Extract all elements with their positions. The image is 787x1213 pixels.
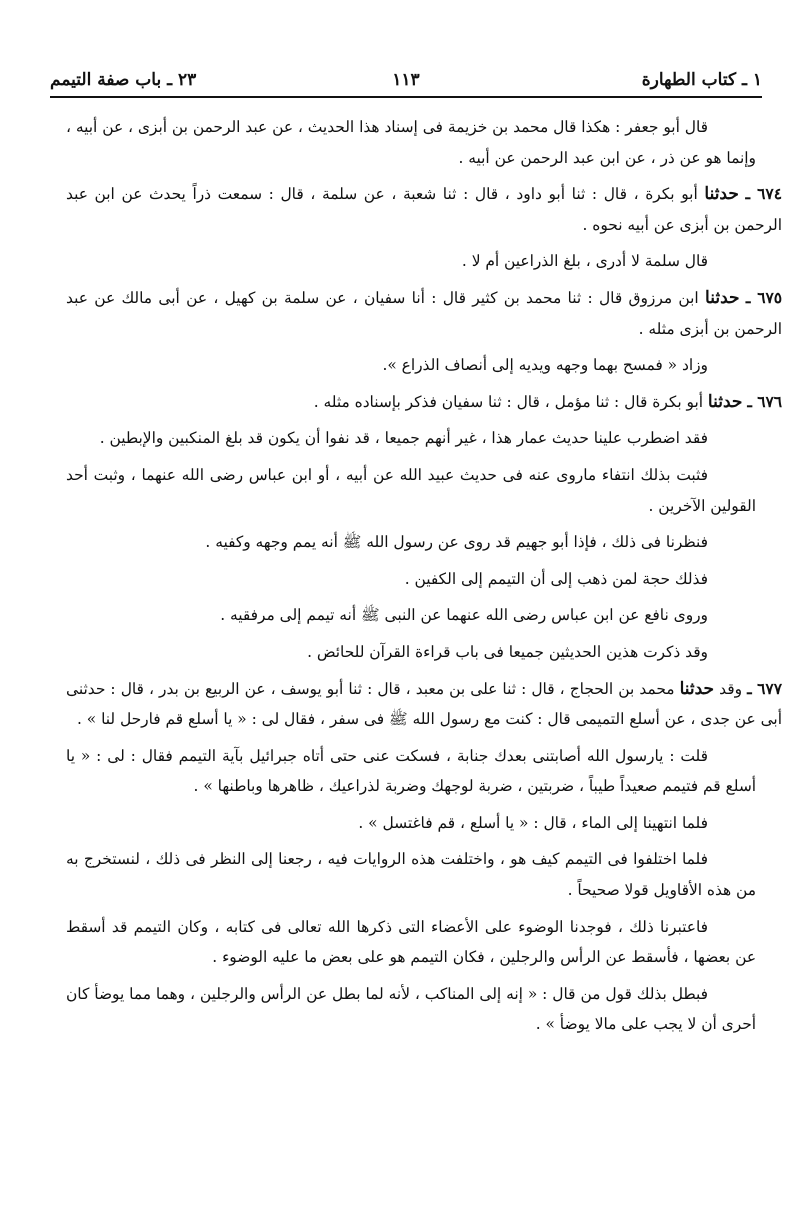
paragraph: وقد ذكرت هذين الحديثين جميعا فى باب قراءة القرآن للحائض . xyxy=(307,642,708,661)
page-header xyxy=(50,64,762,94)
hadith-number: ٦٧٦ ـ xyxy=(747,392,782,411)
hadith-number: ٦٧٧ ـ xyxy=(747,679,782,698)
hadith-676: ٦٧٦ ـ حدثنا أبو بكرة قال : ثنا مؤمل ، قال : ثنا سفيان فذكر بإسناده مثله . xyxy=(313,391,782,412)
hadith-lead: حدثنا xyxy=(704,184,739,205)
hadith-lead: حدثنا xyxy=(707,391,743,412)
paragraph: فقد اضطرب علينا حديث عمار هذا ، غير أنهم جميعا ، قد نفوا أن يكون قد بلغ المنكبين والإبطين . xyxy=(99,429,708,448)
paragraph: قال سلمة لا أدرى ، بلغ الذراعين أم لا . xyxy=(461,252,708,271)
hadith-lead: حدثنا xyxy=(679,678,715,699)
paragraph: وروى نافع عن ابن عباس رضى الله عنهما عن النبى ﷺ أنه تيمم إلى مرفقيه . xyxy=(220,606,708,625)
paragraph: فلما اختلفوا فى التيمم كيف هو ، واختلفت هذه الروايات فيه ، رجعنا إلى النظر فى ذلك ، لنستخرج به من هذه الأقاويل قولا صحيحاً . xyxy=(66,850,756,900)
paragraph: فذلك حجة لمن ذهب إلى أن التيمم إلى الكفين . xyxy=(404,569,708,588)
hadith-number: ٦٧٤ ـ xyxy=(745,185,782,204)
header-rule xyxy=(50,96,762,98)
paragraph: قلت : يارسول الله أصابتنى بعدك جنابة ، فسكت عنى حتى أتاه جبرائيل بآية التيمم فقال : لى : « يا أسلع قم فتيمم صعيداً طيباً ، ضربتين ، ضربة لوجهك وضربة لذراعيك ، ظاهرها وباطنها » . xyxy=(66,746,756,796)
paragraph: فلما انتهينا إلى الماء ، قال : « يا أسلع ، قم فاغتسل » . xyxy=(358,813,708,832)
page-number: ١١٣ xyxy=(392,70,420,90)
page-body xyxy=(66,112,782,1046)
hadith-677: ٦٧٧ ـ وقد حدثنا محمد بن الحجاج ، قال : ثنا على بن معبد ، قال : ثنا أبو يوسف ، عن الربيع بن بدر ، قال : حدثنى أبى عن جدى ، عن أسلع التميمى قال : كنت مع رسول الله ﷺ فى سفر ، فقال لى : « يا أسلع قم فارحل لنا » . xyxy=(66,678,782,729)
section-title: ٢٣ ـ باب صفة التيمم xyxy=(50,70,197,90)
hadith-number: ٦٧٥ ـ xyxy=(745,288,782,307)
paragraph: فنظرنا فى ذلك ، فإذا أبو جهيم قد روى عن رسول الله ﷺ أنه يمم وجهه وكفيه . xyxy=(205,533,708,552)
paragraph: قال أبو جعفر : هكذا قال محمد بن خزيمة فى إسناد هذا الحديث ، عن عبد الرحمن بن أبزى ، عن أبيه ، وإنما هو عن ذر ، عن ابن عبد الرحمن عن أبيه . xyxy=(66,118,756,167)
paragraph: فبطل بذلك قول من قال : « إنه إلى المناكب ، لأنه لما بطل عن الرأس والرجلين ، وهما مما يوضأ كان أحرى أن لا يجب على مالا يوضأ » . xyxy=(66,984,756,1034)
hadith-lead: حدثنا xyxy=(705,287,740,308)
paragraph: فثبت بذلك انتفاء ماروى عنه فى حديث عبيد الله عن أبيه ، أو ابن عباس رضى الله عنهما ، وثبت أحد القولين الآخرين . xyxy=(66,465,756,515)
hadith-674: ٦٧٤ ـ حدثنا أبو بكرة ، قال : ثنا أبو داود ، قال : ثنا شعبة ، عن سلمة ، قال : سمعت ذراً يحدث عن ابن عبد الرحمن بن أبزى عن أبيه نحوه . xyxy=(66,184,782,234)
paragraph: فاعتبرنا ذلك ، فوجدنا الوضوء على الأعضاء التى ذكرها الله تعالى فى كتابه ، وكان التيمم قد أسقط عن بعضها ، فأسقط عن الرأس والرجلين ، فكان التيمم هو على بعض ما عليه الوضوء . xyxy=(66,917,756,967)
chapter-title: ١ ـ كتاب الطهارة xyxy=(641,70,762,90)
hadith-675: ٦٧٥ ـ حدثنا ابن مرزوق قال : ثنا محمد بن كثير قال : أنا سفيان ، عن سلمة بن كهيل ، عن أبى مالك عن عبد الرحمن بن أبزى مثله . xyxy=(66,287,782,338)
paragraph: وزاد « فمسح بهما وجهه ويديه إلى أنصاف الذراع ». xyxy=(382,356,708,375)
